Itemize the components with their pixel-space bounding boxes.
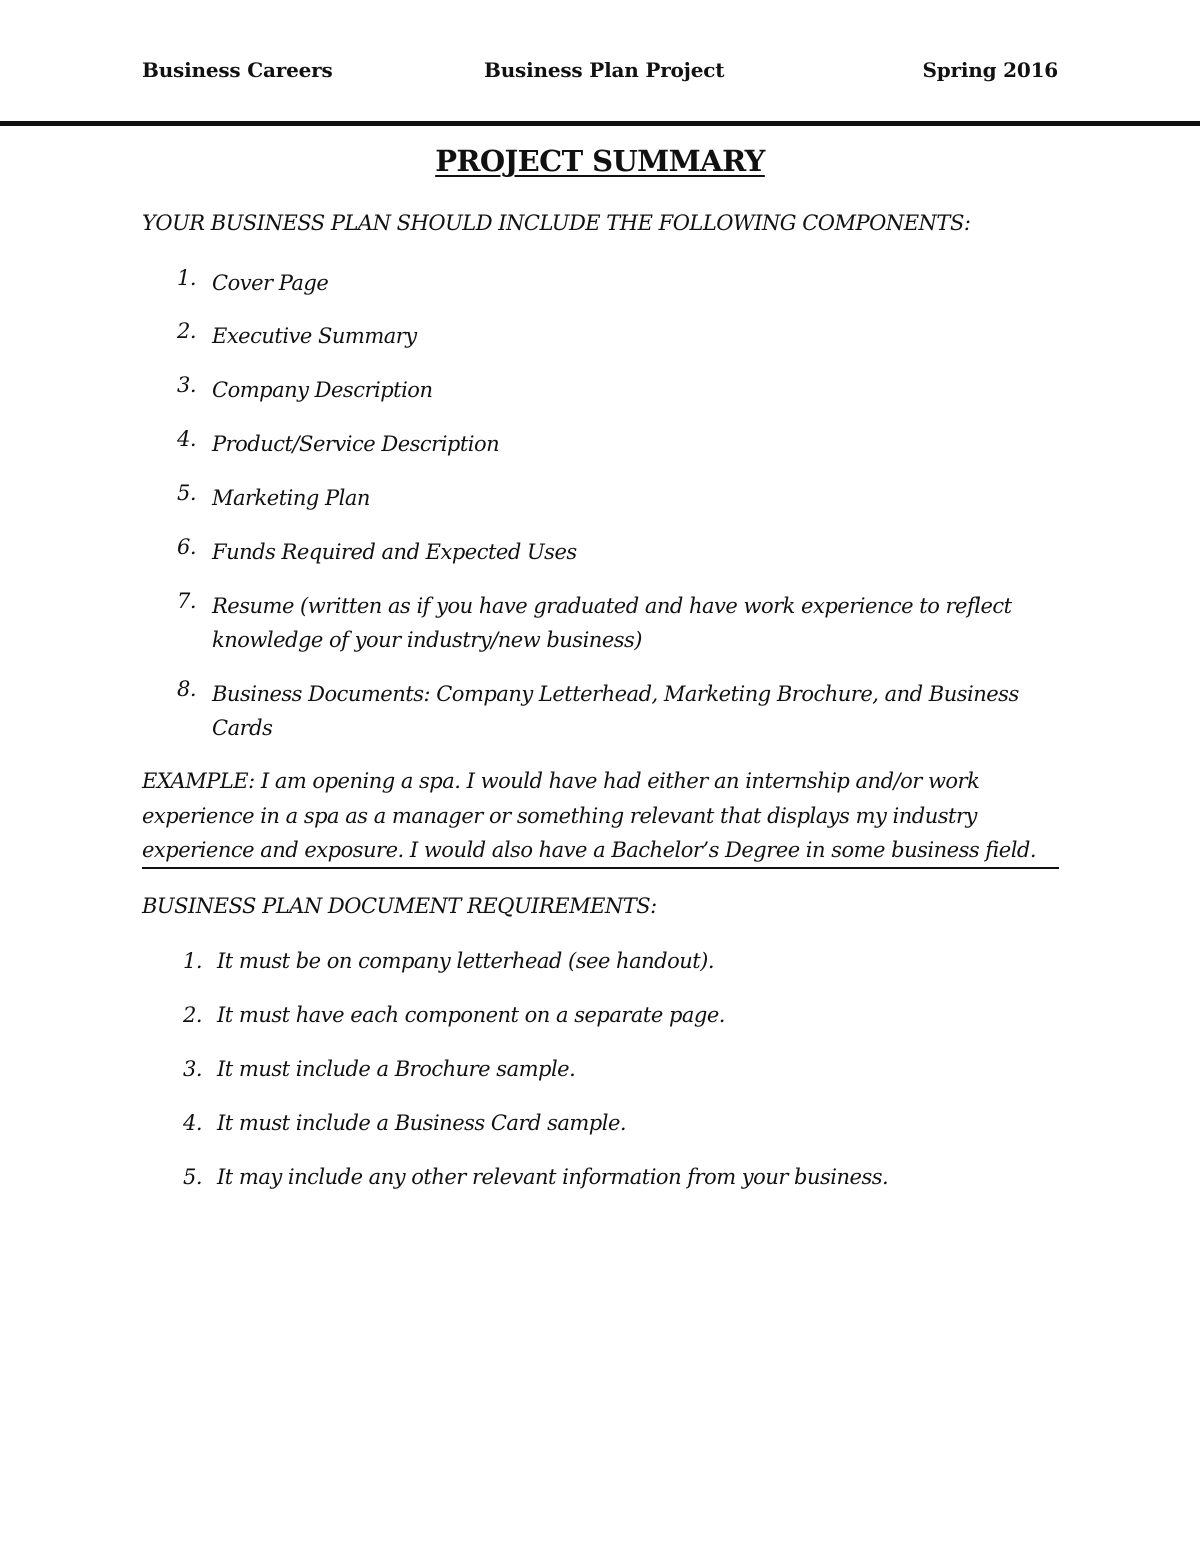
list-item-text: Cover Page bbox=[212, 271, 329, 295]
list-item-text: Marketing Plan bbox=[212, 486, 370, 510]
list-item-text-continued: knowledge of your industry/new business) bbox=[212, 628, 643, 652]
list-item-number: 7. bbox=[176, 589, 196, 613]
header-divider bbox=[0, 121, 1200, 126]
list-item-text: Business Documents: Company Letterhead, Marketing Brochure, and Business bbox=[212, 682, 1019, 706]
page-title bbox=[0, 144, 1200, 178]
list-item-text: Product/Service Description bbox=[212, 432, 500, 456]
page-title-text: PROJECT SUMMARY bbox=[435, 144, 765, 178]
list-item-number: 1. bbox=[182, 949, 202, 973]
list-item-number: 5. bbox=[176, 481, 196, 505]
requirements-heading: BUSINESS PLAN DOCUMENT REQUIREMENTS: bbox=[142, 894, 657, 918]
list-item-text: It must include a Brochure sample. bbox=[217, 1057, 576, 1081]
example-underline bbox=[142, 867, 1059, 869]
list-item-number: 6. bbox=[176, 535, 196, 559]
example-line: EXAMPLE: I am opening a spa. I would have had either an internship and/or work bbox=[142, 769, 980, 793]
list-item-text: It must include a Business Card sample. bbox=[217, 1111, 627, 1135]
list-item-number: 2. bbox=[176, 319, 196, 343]
list-item-number: 5. bbox=[182, 1165, 202, 1189]
list-item-text: Company Description bbox=[212, 378, 433, 402]
list-item-number: 2. bbox=[182, 1003, 202, 1027]
components-heading: YOUR BUSINESS PLAN SHOULD INCLUDE THE FOLLOWING COMPONENTS: bbox=[142, 211, 971, 235]
list-item-number: 4. bbox=[182, 1111, 202, 1135]
list-item-number: 3. bbox=[182, 1057, 202, 1081]
header-project: Business Plan Project bbox=[484, 58, 725, 82]
header-course: Business Careers bbox=[142, 58, 333, 82]
list-item-text: It must be on company letterhead (see handout). bbox=[217, 949, 715, 973]
list-item-number: 3. bbox=[176, 373, 196, 397]
header-term: Spring 2016 bbox=[922, 58, 1058, 82]
list-item-number: 8. bbox=[176, 677, 196, 701]
example-line: experience in a spa as a manager or something relevant that displays my industry bbox=[142, 803, 977, 828]
list-item-number: 1. bbox=[176, 266, 196, 290]
list-item-text: Funds Required and Expected Uses bbox=[212, 540, 577, 564]
example-paragraph bbox=[142, 764, 1062, 868]
list-item-text-continued: Cards bbox=[212, 716, 273, 740]
list-item-text: It must have each component on a separate page. bbox=[217, 1003, 725, 1027]
list-item-text: Resume (written as if you have graduated and have work experience to reflect bbox=[212, 594, 1012, 618]
example-line: experience and exposure. I would also have a Bachelor’s Degree in some business field. bbox=[142, 838, 1037, 862]
list-item-text: It may include any other relevant information from your business. bbox=[217, 1165, 889, 1189]
list-item-number: 4. bbox=[176, 427, 196, 451]
list-item-text: Executive Summary bbox=[212, 324, 417, 348]
